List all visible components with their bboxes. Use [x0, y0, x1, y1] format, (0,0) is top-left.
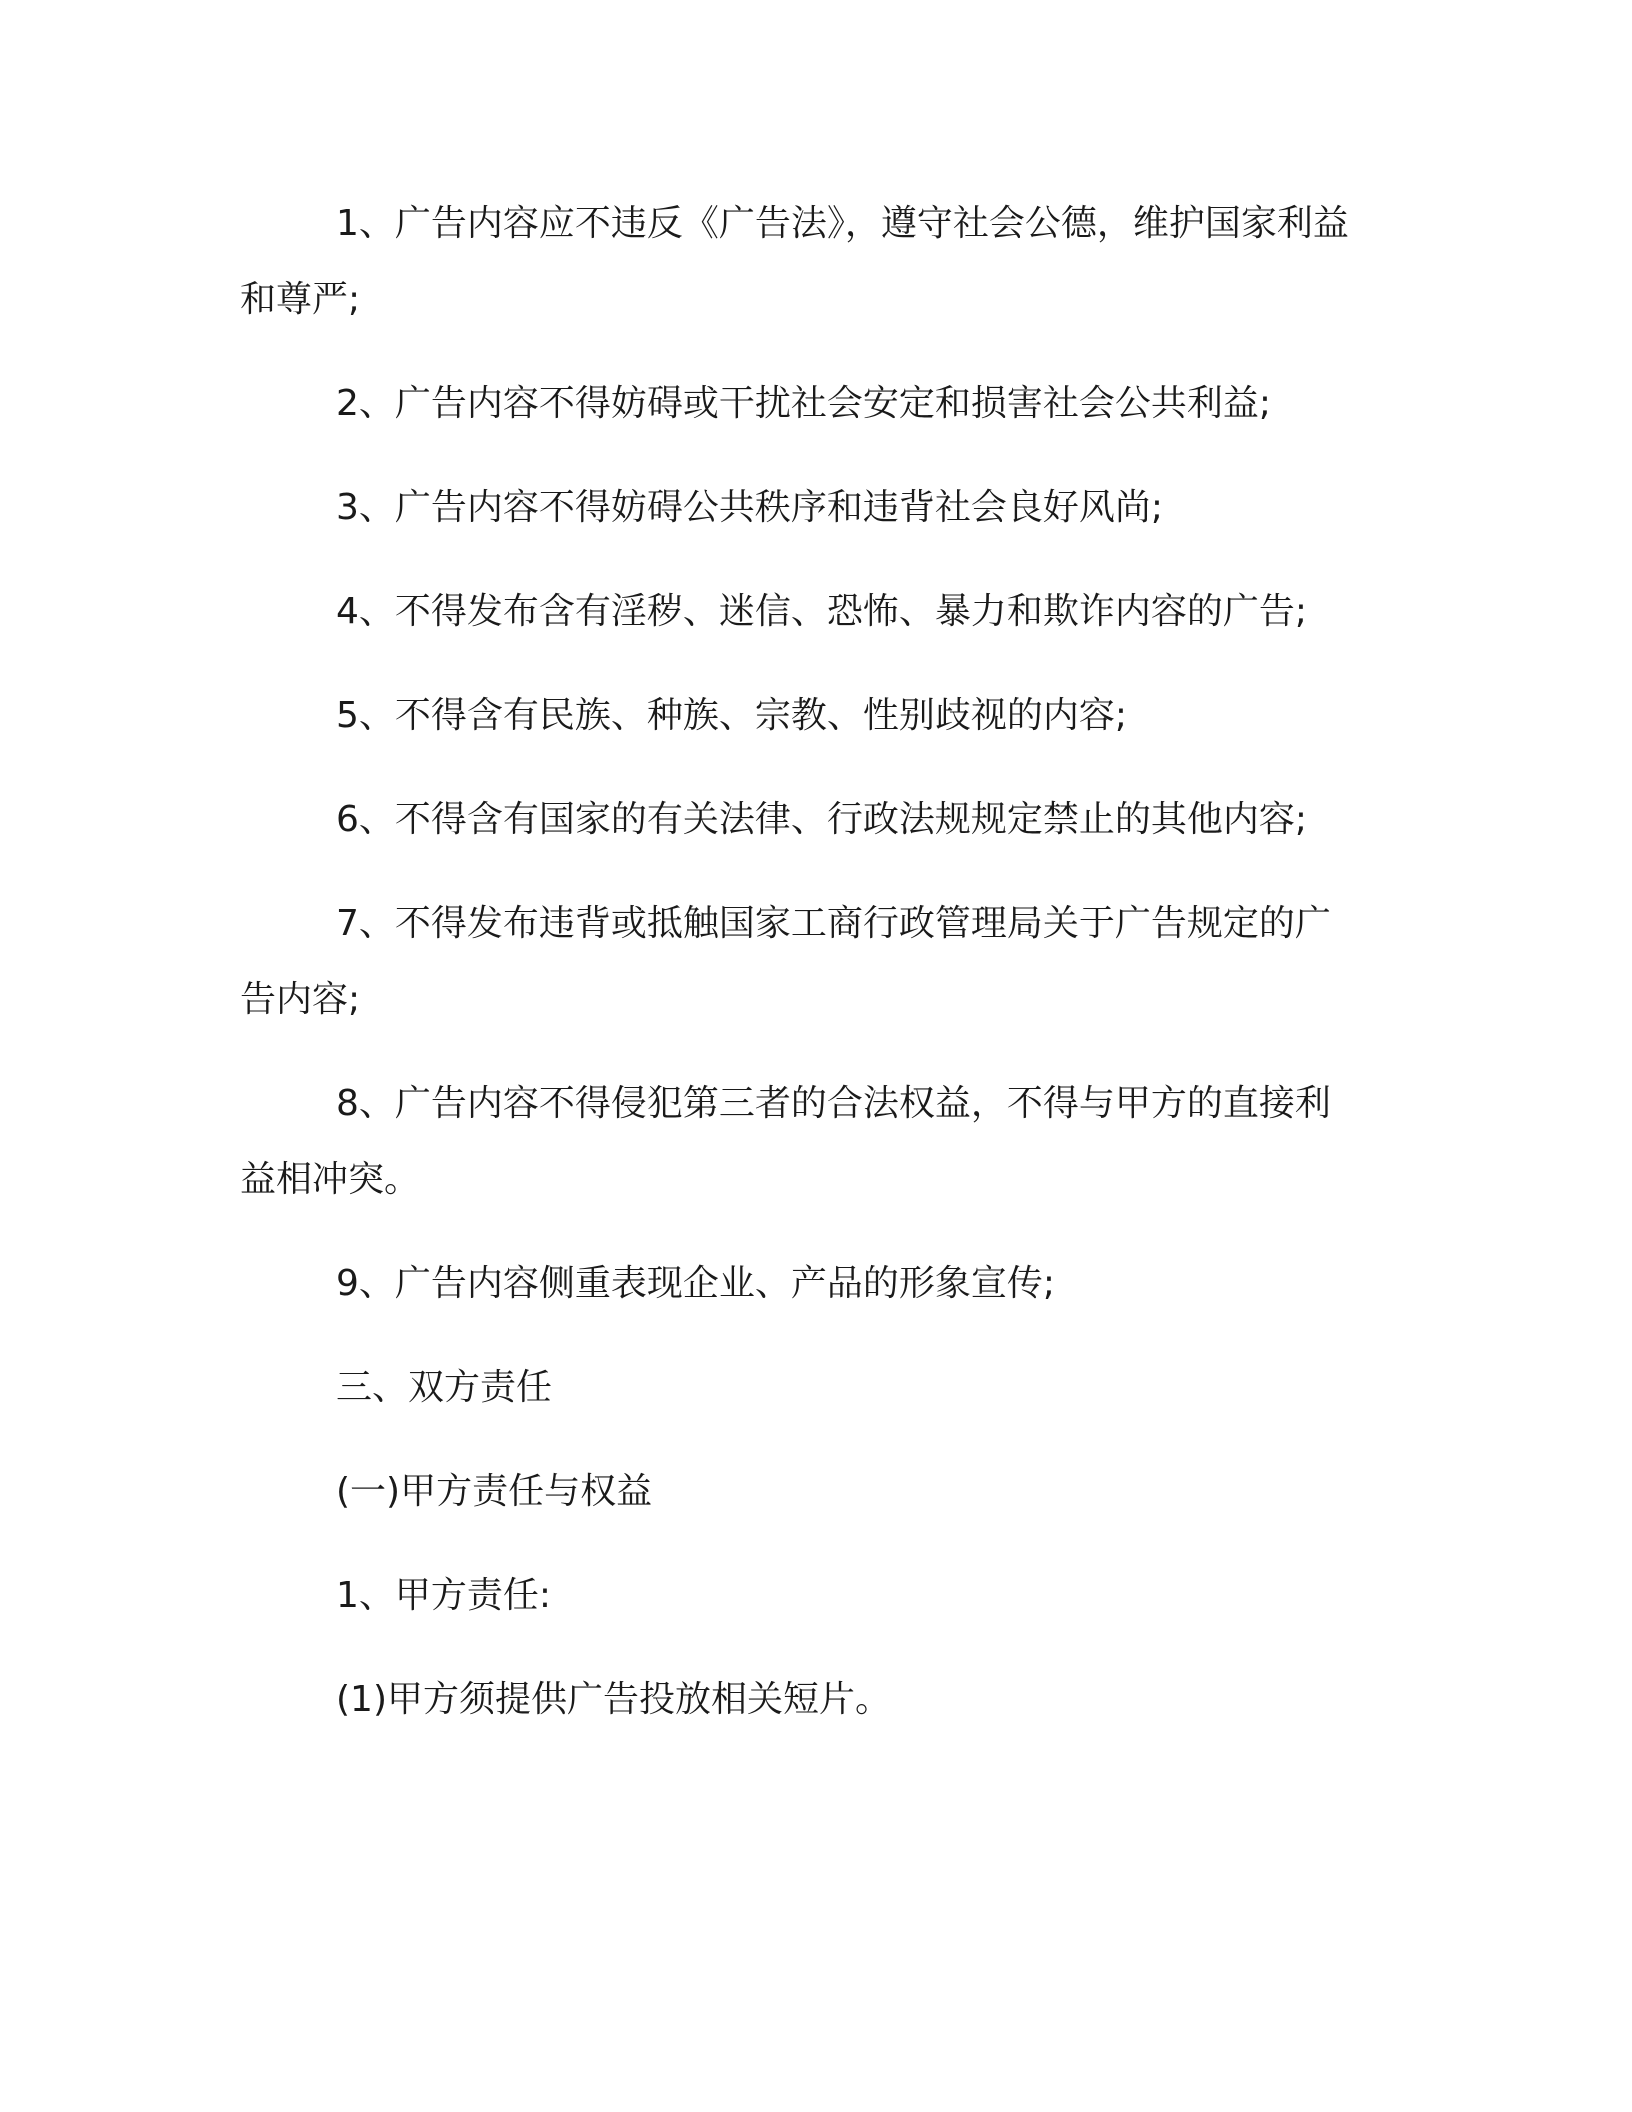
- section-heading-responsibilities: 三、双方责任: [336, 1367, 553, 1408]
- paragraph-8: 8、广告内容不得侵犯第三者的合法权益，不得与甲方的直接利益相冲突。: [240, 1083, 1331, 1200]
- paragraph-7: 7、不得发布违背或抵触国家工商行政管理局关于广告规定的广告内容;: [240, 903, 1331, 1020]
- paragraph-6: 6、不得含有国家的有关法律、行政法规规定禁止的其他内容;: [336, 799, 1308, 840]
- paragraph-9: 9、广告内容侧重表现企业、产品的形象宣传;: [336, 1263, 1056, 1304]
- sub-item-1: (1)甲方须提供广告投放相关短片。: [336, 1679, 891, 1720]
- subsection-heading-party-a: (一)甲方责任与权益: [336, 1471, 653, 1512]
- paragraph-2: 2、广告内容不得妨碍或干扰社会安定和损害社会公共利益;: [336, 383, 1272, 424]
- item-heading-party-a-responsibility: 1、甲方责任:: [336, 1575, 552, 1616]
- paragraph-3: 3、广告内容不得妨碍公共秩序和违背社会良好风尚;: [336, 487, 1164, 528]
- paragraph-1: 1、广告内容应不违反《广告法》，遵守社会公德，维护国家利益和尊严;: [240, 203, 1349, 320]
- paragraph-4: 4、不得发布含有淫秽、迷信、恐怖、暴力和欺诈内容的广告;: [336, 591, 1308, 632]
- paragraph-5: 5、不得含有民族、种族、宗教、性别歧视的内容;: [336, 695, 1128, 736]
- document-body: [240, 186, 1360, 1766]
